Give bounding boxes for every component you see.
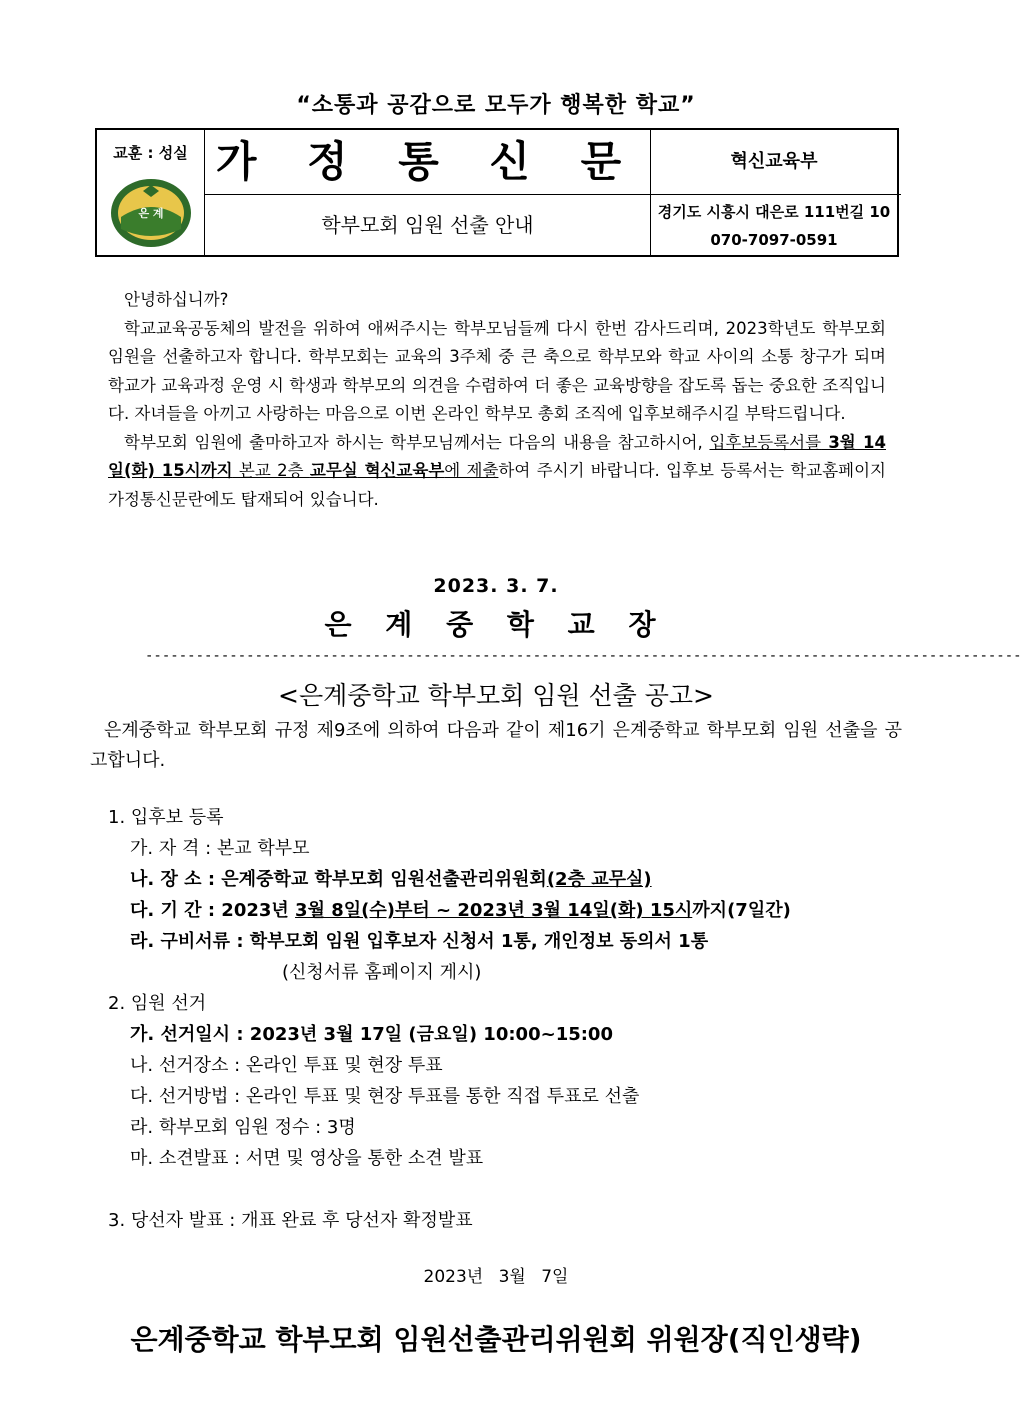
letter-paragraph-2: 학부모회 임원에 출마하고자 하시는 학부모님께서는 다음의 내용을 참고하시어, 입후보등록서를 3월 14일(화) 15시까지 본교 2층 교무실 혁신교육부에 제출하여 주시기 바랍니다. 입후보 등록서는 학교홈페이지 가정통신문란에도 탑재되어 있습니다. bbox=[108, 432, 886, 509]
slogan: “소통과 공감으로 모두가 행복한 학교” bbox=[296, 93, 696, 118]
notice-title: <은계중학교 학부모회 임원 선출 공고> bbox=[278, 681, 714, 710]
section-1: 1. 입후보 등록 bbox=[108, 807, 224, 828]
list-item: 가. 자 격 : 본교 학부모 bbox=[130, 838, 310, 859]
list-item: 다. 기 간 : 2023년 3월 8일(수)부터 ~ 2023년 3월 14일(화) 15시까지(7일간) bbox=[130, 900, 791, 921]
contact-block bbox=[651, 198, 897, 254]
committee-signature: 은계중학교 학부모회 임원선출관리위원회 위원장(직인생략) bbox=[130, 1323, 862, 1356]
notice-date: 2023년 3월 7일 bbox=[423, 1267, 569, 1287]
address: 경기도 시흥시 대은로 111번길 10 bbox=[657, 203, 891, 221]
school-motto: 교훈 : 성실 bbox=[113, 144, 188, 162]
page-title: 가 정 통 신 문 bbox=[215, 137, 640, 186]
logo-text: 은 계 bbox=[138, 207, 164, 220]
section-3: 3. 당선자 발표 : 개표 완료 후 당선자 확정발표 bbox=[108, 1210, 473, 1231]
list-item: 나. 장 소 : 은계중학교 학부모회 임원선출관리위원회(2층 교무실) bbox=[130, 869, 652, 890]
greeting: 안녕하십니까? bbox=[124, 290, 229, 309]
school-logo-icon bbox=[107, 177, 195, 249]
subtitle: 학부모회 임원 선출 안내 bbox=[321, 213, 534, 237]
list-item: 가. 선거일시 : 2023년 3월 17일 (금요일) 10:00~15:00 bbox=[130, 1024, 613, 1045]
list-item-note: (신청서류 홈페이지 게시) bbox=[282, 962, 482, 983]
list-item: 라. 학부모회 임원 정수 : 3명 bbox=[130, 1117, 356, 1138]
list-item: 나. 선거장소 : 온라인 투표 및 현장 투표 bbox=[130, 1055, 443, 1076]
letter-paragraph-1: 학교교육공동체의 발전을 위하여 애써주시는 학부모님들께 다시 한번 감사드리며, 2023학년도 학부모회 임원을 선출하고자 합니다. 학부모회는 교육의 3주체 중 큰 축으로 학부모와 학교 사이의 소통 창구가 되며 학교가 교육과정 운영 시 학생과 학부모의 의견을 수렴하여 더 좋은 교육방향을 잡도록 돕는 중요한 조직입니다. 자녀들을 아끼고 사랑하는 마음으로 이번 온라인 학부모 총회 조직에 입후보해주시길 부탁드립니다. bbox=[108, 318, 886, 423]
principal-signature: 은 계 중 학 교 장 bbox=[324, 608, 668, 641]
notice-list bbox=[108, 802, 908, 1236]
list-item: 마. 소견발표 : 서면 및 영상을 통한 소견 발표 bbox=[130, 1148, 484, 1169]
letter-date: 2023. 3. 7. bbox=[433, 575, 559, 597]
section-2: 2. 임원 선거 bbox=[108, 993, 207, 1014]
header-table bbox=[95, 128, 899, 257]
department: 혁신교육부 bbox=[730, 151, 818, 172]
list-item: 다. 선거방법 : 온라인 투표 및 현장 투표를 통한 직접 투표로 선출 bbox=[130, 1086, 640, 1107]
notice-intro: 은계중학교 학부모회 규정 제9조에 의하여 다음과 같이 제16기 은계중학교 학부모회 임원 선출을 공고합니다. bbox=[90, 720, 902, 771]
list-item: 라. 구비서류 : 학부모회 임원 입후보자 신청서 1통, 개인정보 동의서 1통 bbox=[130, 931, 709, 952]
letter-body bbox=[108, 286, 886, 514]
divider: -------------------------------------------------------------------------------------------------------- bbox=[145, 648, 1022, 664]
phone: 070-7097-0591 bbox=[710, 231, 838, 249]
